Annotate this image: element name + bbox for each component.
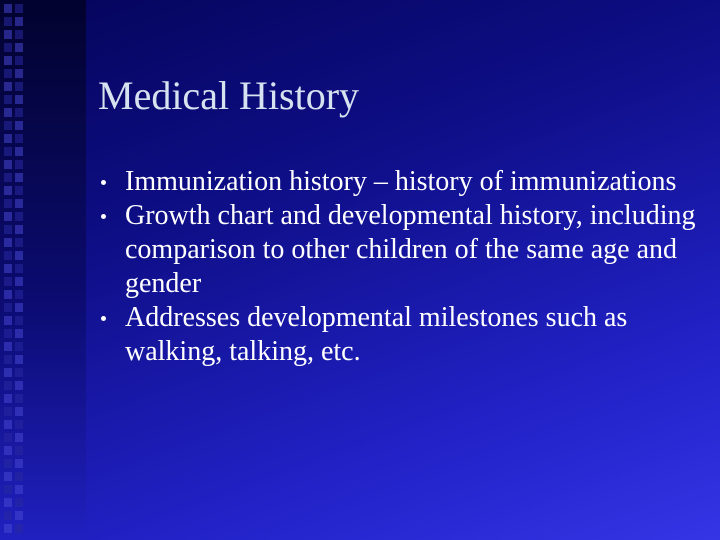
decorative-square [15,316,23,325]
decorative-square [15,251,23,260]
decorative-square-row [0,251,24,260]
decorative-square-row [0,511,24,520]
bullet-list [110,165,700,369]
decorative-square-row [0,212,24,221]
decorative-square [4,95,12,104]
decorative-square [15,82,23,91]
decorative-square [4,69,12,78]
decorative-square [15,433,23,442]
decorative-square [15,108,23,117]
decorative-square [15,173,23,182]
decorative-square [15,485,23,494]
decorative-square [4,420,12,429]
decorative-square [15,225,23,234]
decorative-square-row [0,524,24,533]
decorative-square [4,108,12,117]
decorative-square [4,147,12,156]
decorative-square [15,4,23,13]
decorative-square-row [0,264,24,273]
decorative-square [15,394,23,403]
decorative-square [15,498,23,507]
decorative-square-row [0,43,24,52]
decorative-square [4,394,12,403]
decorative-square-row [0,303,24,312]
decorative-square [4,485,12,494]
decorative-square [4,446,12,455]
decorative-square [15,277,23,286]
bullet-text: Addresses developmental milestones such as walking, talking, etc. [125,302,628,367]
decorative-square [4,251,12,260]
decorative-square [4,407,12,416]
decorative-square-row [0,433,24,442]
bullet-text: Growth chart and developmental history, including comparison to other children of the same age and gender [125,200,696,299]
decorative-square [4,186,12,195]
decorative-square [4,238,12,247]
decorative-square [15,69,23,78]
decorative-square [15,30,23,39]
decorative-square [4,498,12,507]
decorative-square-row [0,420,24,429]
decorative-square [15,524,23,533]
decorative-square [15,472,23,481]
bullet-dot-icon [101,316,106,321]
bullet-dot-icon [101,214,106,219]
decorative-square-row [0,95,24,104]
decorative-square-row [0,134,24,143]
decorative-square [15,147,23,156]
decorative-square [15,160,23,169]
decorative-square-row [0,329,24,338]
decorative-square-row [0,108,24,117]
decorative-square [15,342,23,351]
decorative-square-row [0,199,24,208]
decorative-square [15,290,23,299]
decorative-square [4,225,12,234]
decorative-square [15,186,23,195]
decorative-square [15,303,23,312]
decorative-square [15,329,23,338]
decorative-square-row [0,290,24,299]
decorative-square-row [0,394,24,403]
decorative-square [15,511,23,520]
decorative-square-row [0,225,24,234]
decorative-square [4,199,12,208]
decorative-square [4,17,12,26]
decorative-square [15,199,23,208]
decorative-square [4,290,12,299]
decorative-square [15,56,23,65]
decorative-square [4,329,12,338]
decorative-square [4,264,12,273]
decorative-square-row [0,342,24,351]
bullet-text: Immunization history – history of immunizations [125,166,677,197]
decorative-square [4,472,12,481]
decorative-square [4,381,12,390]
decorative-square [4,511,12,520]
decorative-square-row [0,316,24,325]
decorative-square [4,212,12,221]
decorative-square-row [0,407,24,416]
decorative-square-row [0,17,24,26]
decorative-square-row [0,147,24,156]
decorative-square-row [0,56,24,65]
decorative-square [4,82,12,91]
decorative-square-row [0,238,24,247]
bullet-item [110,165,700,199]
decorative-square [15,446,23,455]
decorative-square-row [0,355,24,364]
decorative-square-row [0,381,24,390]
decorative-square [4,303,12,312]
bullet-dot-icon [101,180,106,185]
decorative-square-row [0,446,24,455]
decorative-square [15,459,23,468]
decorative-square [15,407,23,416]
decorative-square [4,56,12,65]
decorative-square [15,121,23,130]
decorative-square-row [0,485,24,494]
decorative-square [4,30,12,39]
decorative-square-row [0,121,24,130]
bullet-item [110,301,700,369]
decorative-square [4,459,12,468]
decorative-square [4,121,12,130]
bullet-item [110,199,700,301]
decorative-square [4,160,12,169]
decorative-square [4,134,12,143]
slide-title: Medical History [98,73,360,118]
decorative-square [15,43,23,52]
decorative-square-row [0,277,24,286]
decorative-square-row [0,498,24,507]
decorative-square [4,316,12,325]
decorative-square-row [0,160,24,169]
decorative-square [15,381,23,390]
decorative-square [4,342,12,351]
decorative-square-row [0,186,24,195]
decorative-square-strip [0,0,24,540]
decorative-square [15,420,23,429]
decorative-square-row [0,459,24,468]
decorative-square [15,134,23,143]
decorative-square [15,355,23,364]
decorative-square [4,43,12,52]
decorative-square-row [0,472,24,481]
decorative-square-row [0,69,24,78]
decorative-square [15,95,23,104]
decorative-square [4,4,12,13]
decorative-square [4,355,12,364]
decorative-square [15,238,23,247]
decorative-square-row [0,173,24,182]
decorative-square-row [0,30,24,39]
decorative-square [4,277,12,286]
decorative-square-row [0,82,24,91]
decorative-square [15,17,23,26]
decorative-square [4,524,12,533]
decorative-square [15,368,23,377]
decorative-square [4,368,12,377]
decorative-square [4,433,12,442]
decorative-square-row [0,4,24,13]
decorative-square-row [0,368,24,377]
decorative-square [4,173,12,182]
decorative-square [15,212,23,221]
decorative-square [15,264,23,273]
